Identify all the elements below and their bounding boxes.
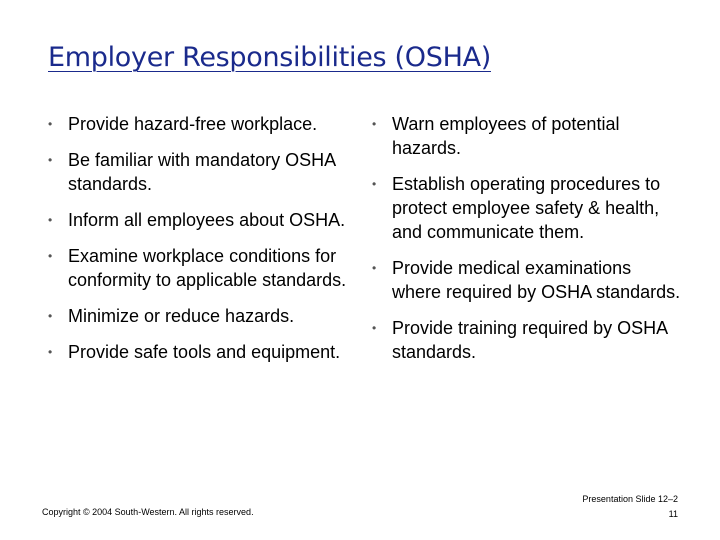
presentation-slide-label: Presentation Slide 12–2 [582,494,678,504]
page-number: 11 [668,509,678,519]
list-item [48,340,358,364]
bullet-icon: • [48,345,53,359]
list-item [48,112,358,136]
bullet-icon: • [48,153,53,167]
copyright-notice: Copyright © 2004 South-Western. All rights reserved. [42,507,254,517]
list-item-text: Provide medical examinations where required by OSHA standards. [392,258,681,302]
list-item [372,112,682,160]
list-item-text: Provide training required by OSHA standards. [392,318,668,362]
list-item [372,316,682,364]
list-item-text: Warn employees of potential hazards. [392,114,620,158]
list-item-text: Inform all employees about OSHA. [68,210,346,230]
list-item [48,208,358,232]
slide-title: Employer Responsibilities (OSHA) [48,42,491,73]
bullet-icon: • [372,117,377,131]
list-item-text: Be familiar with mandatory OSHA standards. [68,150,336,194]
bullet-icon: • [372,177,377,191]
list-item-text: Establish operating procedures to protect employee safety & health, and communicate them. [392,174,661,242]
list-item [48,244,358,292]
bullet-icon: • [48,213,53,227]
list-item [372,172,682,244]
bullet-icon: • [372,261,377,275]
list-item [48,304,358,328]
list-item-text: Examine workplace conditions for conformity to applicable standards. [68,246,347,290]
list-item-text: Provide safe tools and equipment. [68,342,341,362]
left-bullet-list [48,112,358,376]
list-item [372,256,682,304]
right-bullet-list [372,112,682,376]
bullet-icon: • [48,309,53,323]
bullet-icon: • [372,321,377,335]
list-item [48,148,358,196]
slide-footer [582,492,678,522]
bullet-icon: • [48,117,53,131]
list-item-text: Minimize or reduce hazards. [68,306,295,326]
bullet-icon: • [48,249,53,263]
list-item-text: Provide hazard-free workplace. [68,114,318,134]
